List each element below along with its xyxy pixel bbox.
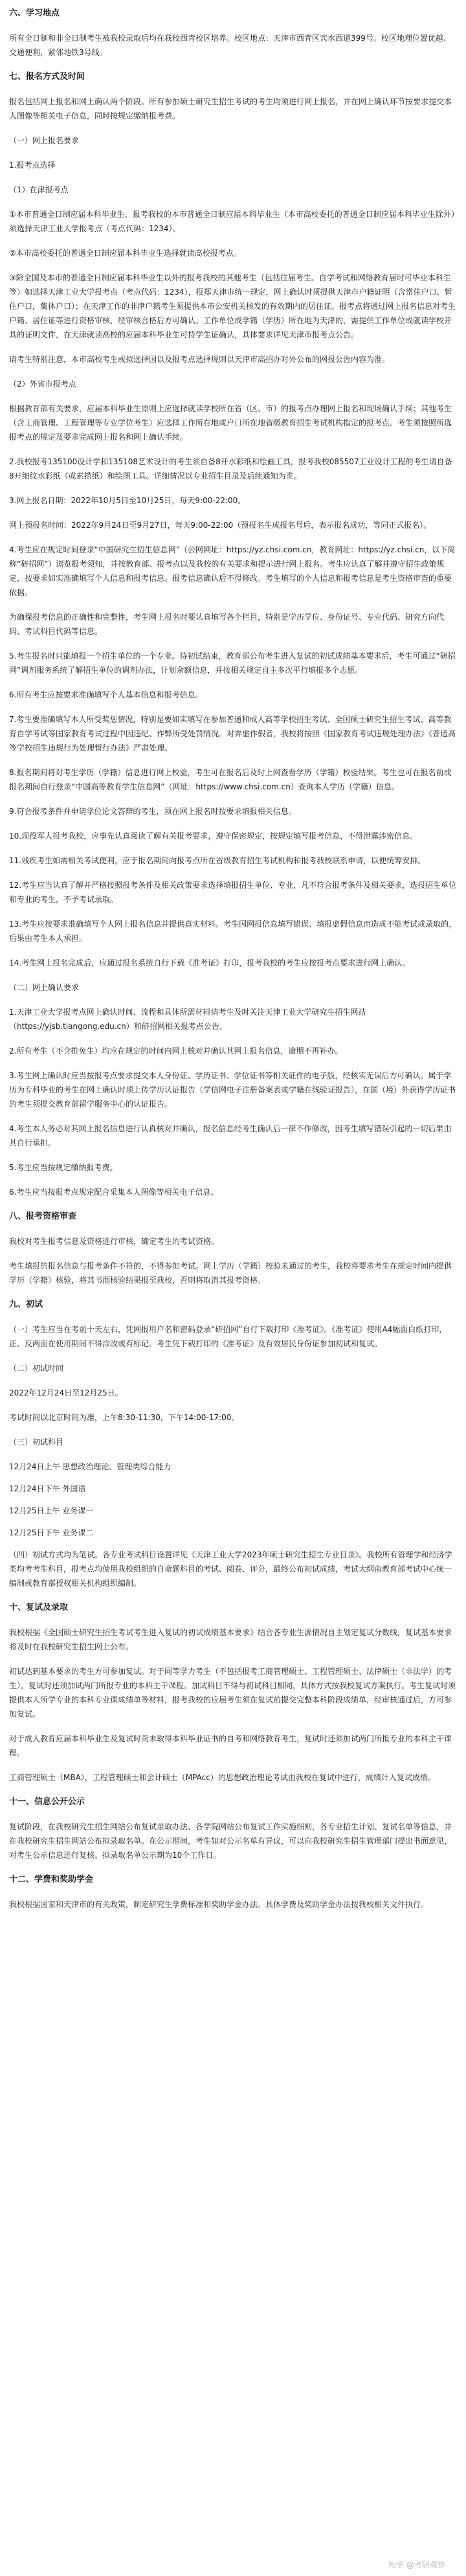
paragraph: ①本市普通全日制应届本科毕业生，报考我校的本市普通全日制应届本科毕业生（本市高校委托的普通全日制应届本科毕业生除外）须选择天津工业大学报考点（考点代码：1234）。 [9,210,455,233]
paragraph: （二）初试时间 [9,1364,64,1373]
paragraph: 13.考生应按要求准确填写个人网上报名信息并提供真实材料。考生因网报信息填写错误、填报虚假信息而造成不能考试或录取的，后果由考生本人承担。 [9,920,457,943]
paragraph: 4.考生本人务必对其网上报名信息进行认真核对并确认，报名信息经考生确认后一律不作修改，因考生填写错误引起的一切后果由其自行承担。 [9,1124,452,1147]
paragraph: 我校根据国家和天津市的有关政策，制定研究生学费标准和奖助学金办法。具体学费及奖助学金办法按我校相关文件执行。 [9,1900,429,1909]
paragraph: 根据教育部有关要求，应届本科毕业生原则上应选择就读学校所在省（区、市）的报考点办理网上报名和现场确认手续；其他考生（含工商管理、工程管理等专业学位考生）应选择工作所在地或户口所在地省级教育招生考试机构指定的报考点。考生须按照所选报考点的规定及要求完成网上报名和网上确认手续。 [9,404,452,442]
paragraph: （三）初试科目 [9,1438,64,1447]
paragraph: 我校根据《全国硕士研究生招生考试考生进入复试的初试成绩基本要求》结合各专业生源情况自主划定复试分数线，复试基本要求将及时在我校研究生招生网上公布。 [9,1628,452,1651]
schedule-subject: 外国语 [62,1484,86,1493]
paragraph: 2.所有考生（不含推免生）均应在规定的时间内网上核对并确认其网上报名信息，逾期不再补办。 [9,1046,343,1056]
paragraph: （1）在津报考点 [9,185,69,194]
paragraph: （一）网上报名要求 [9,136,80,145]
paragraph: 8.报名期间将对考生学历（学籍）信息进行网上校验，考生可在报名后及时上网查看学历（学籍）校验结果。考生也可在报名前或报名期间自行登录“中国高等教育学生信息网”（网址：https://www.chsi.com.cn）查询本人学历（学籍）信息。 [9,768,452,791]
schedule-date: 12月24日下午 [9,1484,60,1493]
paragraph: 10.现役军人报考我校，应事先认真阅读了解有关报考要求，遵守保密规定，按规定填写报考信息，不得泄露涉密信息。 [9,831,418,841]
paragraph: 5.考生应当按规定缴纳报考费。 [9,1163,118,1172]
schedule-row [9,1460,457,1474]
schedule-row [9,1504,457,1518]
paragraph: （2）外省市报考点 [9,379,76,389]
section-heading: 十一、信息公开公示 [9,1797,85,1807]
paragraph: 4.考生应在规定时间登录“中国研究生招生信息网”（公网网址：https://yz.chsi.com.cn，教育网址：https://yz.chsi.cn，以下简称“研招网”）浏览报考须知，并按教育部、报考点以及我校的有关要求和提示进行网上报名。考生应认真了解并遵守招生政策规定，按要求如实准确填写个人信息和报考信息。报考信息确认后不得修改。考生填写的个人信息和报考信息是考生资格审查的重要依据。 [9,545,456,597]
paragraph: 12.考生应当认真了解并严格按照报考条件及相关政策要求选择填报招生单位、专业，凡不符合报考条件及相关要求，选报招生单位和专业的考生，不予考试录取。 [9,881,457,904]
paragraph: 考生填报的报名信息与报考条件不符的，不得参加考试。网上学历（学籍）校验未通过的考生，我校将要求考生在规定时间内提供学历（学籍）核验，将其书面核验结果报至我校，否则将取消其报考资格。 [9,1261,452,1285]
paragraph: 对于成人教育应届本科毕业生及复试时尚未取得本科毕业证书的自考和网络教育考生，复试时还须加试两门所报专业的本科主干课程。 [9,1734,452,1757]
paragraph: 7.考生要准确填写本人所受奖惩情况，特别是要如实填写在参加普通和成人高等学校招生考试、全国硕士研究生招生考试、高等教育自学考试等国家教育考试过程中因违纪、作弊所受处罚情况。对弄虚作假者，我校将按照《国家教育考试违规处理办法》《普通高等学校招生违规行为处理暂行办法》严肃处理。 [9,715,456,752]
paragraph: ②本市高校委托的普通全日制应届本科毕业生选择就读高校报考点。 [9,249,241,258]
paragraph: （二）网上确认要求 [9,983,80,992]
paragraph: 报名包括网上报名和网上确认两个阶段。所有参加硕士研究生招生考试的考生均须进行网上报名，并在网上确认环节按要求提交本人图像等相关电子信息，同时按规定缴纳报考费。 [9,97,452,120]
paragraph: 为确保报考信息的正确性和完整性，考生网上报名时要认真填写各个栏目，特别是学历学位、身份证号、专业代码、研究方向代码、考试科目代码等信息。 [9,613,445,636]
schedule-subject: 业务课一 [62,1506,94,1515]
paragraph: 14.考生网上报名完成后，应通过报名系统自行下载《准考证》打印，报考我校的考生应按报考点要求进行网上确认。 [9,958,410,967]
paragraph: 网上预报名时间：2022年9月24日至9月27日，每天9:00-22:00（预报名生成报名号后，表示报名成功，等同正式报名）。 [9,521,432,530]
paragraph: 5.考生报名时只能填报一个招生单位的一个专业。待初试结束，教育部公布考生进入复试的初试成绩基本要求后，考生可通过“研招网”调剂服务系统了解招生单位的调剂办法，计划余额信息，并按相关规定自主多次平行填报多个志愿。 [9,651,456,675]
paragraph: 1.天津工业大学报考点网上确认时间、流程和具体所需材料请考生及时关注天津工业大学研究生招生网站（https://yjsb.tiangong.edu.cn）和研招网相关报考点公告。 [9,1008,366,1031]
paragraph: 2022年12月24日至12月25日。 [9,1388,123,1397]
schedule-row [9,1526,457,1540]
section-heading: 九、初试 [9,1300,43,1309]
paragraph: 3.网上报名日期：2022年10月5日至10月25日，每天9:00-22:00。 [9,496,246,505]
schedule-subject: 业务课二 [62,1528,94,1537]
paragraph: 6.所有考生应按要求准确填写个人基本信息和报考信息。 [9,690,203,699]
paragraph: 初试达到基本要求的考生方可参加复试。对于同等学力考生（不包括报考工商管理硕士、工程管理硕士、法律硕士（非法学）的考生），复试时还须加试两门所报专业的本科主干课程。加试科目不得与初试科目相同，具体方式按我校复试方案执行。考生复试时须提供本人所学专业的本科专业课成绩单等材料，报考我校的应届考生须在复试前提交完整本科阶段成绩单，经审核通过后，方可参加复试。 [9,1667,456,1719]
schedule-subject: 思想政治理论、管理类综合能力 [62,1462,172,1471]
section-heading: 十二、学费和奖助学金 [9,1875,94,1884]
paragraph: 1.报考点选择 [9,161,56,170]
schedule-date: 12月25日上午 [9,1506,60,1515]
paragraph: 11.残疾考生如需相关考试便利，应于报名期间向报考点所在省级教育招生考试机构和报考我校联系申请，以便统筹安排。 [9,856,426,865]
paragraph: （四）初试方式均为笔试。各专业考试科目设置详见《天津工业大学2023年硕士研究生招生专业目录》。我校所有管理学和经济学类均考考生科目，报考点均使用我校组织的自命题科目的考试、阅卷、评分，最终公布初试成绩，考试大纲由教育部考试中心统一编制或教育部授权相关机构组织编制。 [9,1550,452,1588]
paragraph: 2.我校报考135100设计学和135108艺术设计的考生须自备8开水彩纸和绘画工具，报考我校085507工业设计工程的考生请自备8开细纹水彩纸（或素描纸）和绘图工具。详细情况以专业招生目录及后续通知为准。 [9,457,452,480]
section-heading: 八、报考资格审查 [9,1212,77,1221]
paragraph: 我校对考生报考信息及资格进行审核，确定考生的考试资格。 [9,1237,219,1246]
paragraph: 9.符合报考条件并申请学位论文答辩的考生，须在网上报名时按要求填报相关信息。 [9,807,296,816]
paragraph: （一）考生应当在考前十天左右，凭网报用户名和密码登录“研招网”自行下载打印《准考证》。《准考证》使用A4幅面白纸打印，正、反两面在使用期间不得涂改或有标记。考生凭下载打印的《准考证》及有效居民身份证参加初试和复试。 [9,1325,447,1348]
schedule-row [9,1482,457,1496]
paragraph: 3.考生网上确认时应当按报考点要求提交本人身份证、学历证书、学位证书等相关证件的电子版，经核实无误后方可确认。属于学历为专科毕业的考生在网上确认时须上传学历认证报告（学信网电子注册备案表或学籍在线验证报告），在国（境）外获得学历证书的考生须提交教育部留学服务中心的认证报告。 [9,1071,456,1109]
paragraph: 6.考生应当按报考点规定配合采集本人图像等相关电子信息。 [9,1188,219,1197]
section-heading: 七、报名方式及时间 [9,72,85,82]
schedule-date: 12月24日上午 [9,1462,60,1471]
watermark: 知乎 @考研观察 [388,2560,445,2570]
paragraph: 请考生特别注意，本市高校考生或拟选择国以及报考点选择规则以天津市高招办对外公布的网报公告内容为准。 [9,355,390,364]
paragraph: 所有全日制和非全日制考生被我校录取后均在我校西青校区培养。校区地点：天津市西青区宾水西道399号。校区地理位置优越、交通便利，紧邻地铁3号线。 [9,34,451,57]
section-heading: 六、学习地点 [9,8,60,18]
paragraph: 复试阶段，在我校研究生招生网站公布复试录取办法、各学院网站公布复试工作实施细则，各专业招生计划、复试名单等信息，并在我校研究生招生网站公布拟录取名单。在公示期间，考生如对公示名单有异议，可以向我校研究生招生管理部门提出书面意见，对考生公示信息进行复核。拟录取名单公示期为10个工作日。 [9,1822,452,1860]
paragraph: 考试时间以北京时间为准，上午8:30-11:30，下午14:00-17:00。 [9,1413,239,1422]
paragraph: 工商管理硕士（MBA），工程管理硕士和会计硕士（MPAcc）的思想政治理论考试由我校在复试中进行，成绩计入复试成绩。 [9,1773,436,1782]
section-heading: 十、复试及录取 [9,1603,69,1612]
paragraph: ③除全国及本市的普通全日制应届本科毕业生以外的报考我校的其他考生（包括往届考生、自学考试和网络教育届时可毕业本科生等）如选择天津工业大学报考点（考点代码：1234），报郑天津市统一规定，网上确认时须提供天津市户籍证明（含常住户口、暂住户口，集体户口）；在天津工作的非津户籍考生须提供本市公安机关核发的有效期内的居住证。报考点将通过网上报名信息对考生户籍、居住证等进行资格审核，经审核合格后方可确认。工作单位或学籍（学历）所在地为天津的，需提供工作单位或就读学校开具的证明文件，在天津就读高校的应届本科毕业生可持学生证确认，具体要求详见天津市报考点公告。 [9,273,456,339]
schedule-date: 12月25日下午 [9,1528,60,1537]
